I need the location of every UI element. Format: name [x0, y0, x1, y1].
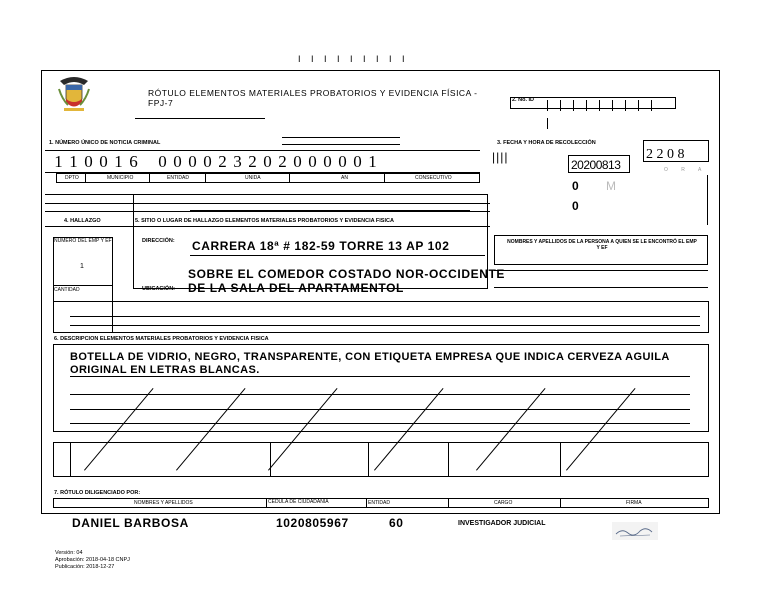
rotulo-id-field[interactable] — [510, 97, 676, 109]
rotulo-id-label: 2. No. ID — [512, 97, 535, 103]
version-text: Versión: 04 — [55, 550, 83, 556]
ubicacion-line2: DE LA SALA DEL APARTAMENTOL — [188, 281, 404, 295]
persona-box: NOMBRES Y APELLIDOS DE LA PERSONA A QUIEN SE LE ENCONTRÓ EL EMP Y EF — [494, 235, 708, 265]
noticia-criminal-label: 1. NÚMERO ÚNICO DE NOTICIA CRIMINAL — [49, 140, 161, 146]
diligenciado-header-row: NOMBRES Y APELLIDOS CEDULA DE CIUDADANIA ENTIDAD CARGO FIRMA — [53, 498, 709, 508]
sitio-label: 5. SITIO O LUGAR DE HALLAZGO ELEMENTOS MATERIALES PROBATORIOS Y EVIDENCIA FISICA — [135, 218, 394, 224]
top-tick-marks: I I I I I I I I I — [298, 54, 409, 64]
footer-info — [55, 550, 130, 571]
colombia-coat-of-arms-logo — [56, 75, 92, 115]
diligenciado-cedula: 1020805967 — [276, 516, 349, 530]
fecha-bars: |||| — [492, 150, 509, 164]
signature-image — [612, 522, 658, 540]
ubicacion-line1: SOBRE EL COMEDOR COSTADO NOR-OCCIDENTE — [188, 267, 506, 281]
publicacion-text: Publicación: 2018-12-27 — [55, 564, 115, 570]
hora-field[interactable]: 2 2 0 8 — [643, 140, 709, 162]
numero-emp-label: NÚMERO DEL EMP Y EF — [54, 238, 112, 244]
descripcion-line1: BOTELLA DE VIDRIO, NEGRO, TRANSPARENTE, CON ETIQUETA EMPRESA QUE INDICA CERVEZA AGUILA — [70, 351, 670, 363]
noticia-criminal-digits[interactable]: 1 1 0 0 1 6 0 0 0 0 2 3 2 0 2 0 0 0 0 0 1 — [54, 152, 377, 171]
description-outer-box — [53, 301, 709, 333]
diligenciado-cargo: INVESTIGADOR JUDICIAL — [458, 520, 546, 527]
ubicacion-label: UBICACIÓN: — [142, 286, 175, 292]
last-value: 0 — [572, 199, 579, 213]
form-title: RÓTULO ELEMENTOS MATERIALES PROBATORIOS Y EVIDENCIA FÍSICA - FPJ-7 — [148, 88, 478, 108]
aprobacion-text: Aprobación: 2018-04-18 CNPJ — [55, 557, 130, 563]
m-label: M — [606, 179, 616, 193]
descripcion-label: 6. DESCRIPCION ELEMENTOS MATERIALES PROBATORIOS Y EVIDENCIA FISICA — [54, 336, 269, 342]
noticia-sublabels-row: DPTO MUNICIPIO ENTIDAD UNIDA AN CONSECUTIVO — [56, 173, 480, 183]
hallazgo-label: 4. HALLAZGO — [64, 218, 101, 224]
cantidad-label: CANTIDAD — [54, 287, 80, 293]
m-value: 0 — [572, 179, 579, 193]
diligenciado-entidad: 60 — [389, 516, 404, 530]
direccion-label: DIRECCIÓN: — [142, 238, 175, 244]
numero-emp-value: 1 — [80, 263, 84, 270]
fecha-hora-label: 3. FECHA Y HORA DE RECOLECCIÓN — [497, 140, 596, 146]
diligenciado-nombre: DANIEL BARBOSA — [72, 516, 189, 530]
direccion-value: CARRERA 18ª # 182-59 TORRE 13 AP 102 — [192, 239, 450, 253]
descripcion-line2: ORIGINAL EN LETRAS BLANCAS. — [70, 364, 260, 376]
fecha-field[interactable]: 20200813 — [568, 155, 630, 173]
hora-label: O R A — [664, 167, 708, 173]
diligenciado-label: 7. RÓTULO DILIGENCIADO POR: — [54, 490, 141, 496]
